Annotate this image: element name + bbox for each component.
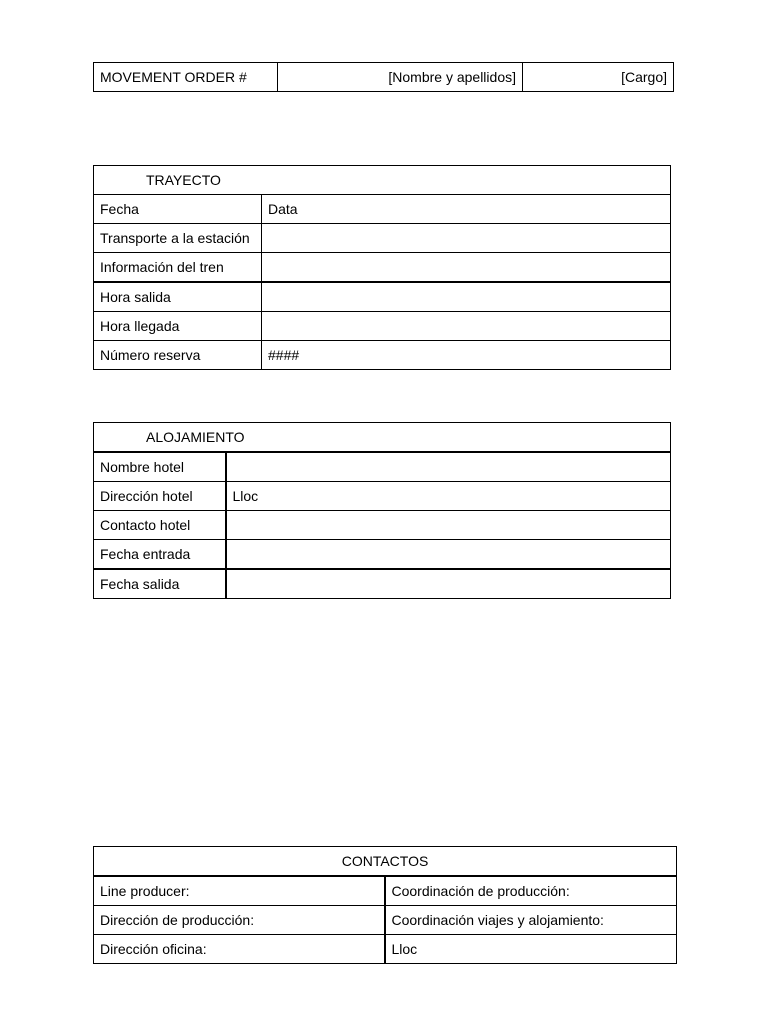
trayecto-tren-label: Información del tren <box>94 253 262 283</box>
alojamiento-entrada-value[interactable] <box>226 540 671 570</box>
alojamiento-salida-value[interactable] <box>226 569 671 599</box>
contactos-coordinacion-produccion[interactable]: Coordinación de producción: <box>385 876 677 906</box>
alojamiento-direccion-label: Dirección hotel <box>94 482 226 511</box>
contactos-title: CONTACTOS <box>94 847 677 877</box>
alojamiento-title: ALOJAMIENTO <box>94 423 671 453</box>
trayecto-tren-value[interactable] <box>262 253 671 283</box>
contactos-lloc[interactable]: Lloc <box>385 935 677 964</box>
alojamiento-table <box>93 422 671 599</box>
trayecto-transporte-value[interactable] <box>262 224 671 253</box>
alojamiento-entrada-label: Fecha entrada <box>94 540 226 570</box>
trayecto-fecha-value[interactable]: Data <box>262 195 671 224</box>
contactos-coordinacion-viajes[interactable]: Coordinación viajes y alojamiento: <box>385 906 677 935</box>
trayecto-llegada-label: Hora llegada <box>94 312 262 341</box>
alojamiento-salida-label: Fecha salida <box>94 569 226 599</box>
alojamiento-direccion-value[interactable]: Lloc <box>226 482 671 511</box>
contactos-table <box>93 846 677 964</box>
trayecto-llegada-value[interactable] <box>262 312 671 341</box>
trayecto-transporte-label: Transporte a la estación <box>94 224 262 253</box>
trayecto-fecha-label: Fecha <box>94 195 262 224</box>
trayecto-reserva-label: Número reserva <box>94 341 262 370</box>
alojamiento-contacto-label: Contacto hotel <box>94 511 226 540</box>
movement-order-header <box>93 62 674 92</box>
alojamiento-nombre-value[interactable] <box>226 452 671 482</box>
movement-order-label[interactable]: MOVEMENT ORDER # <box>94 63 278 92</box>
contactos-direccion-produccion[interactable]: Dirección de producción: <box>94 906 385 935</box>
trayecto-reserva-value[interactable]: #### <box>262 341 671 370</box>
trayecto-title: TRAYECTO <box>94 166 671 195</box>
cargo-field[interactable]: [Cargo] <box>523 63 674 92</box>
trayecto-salida-label: Hora salida <box>94 282 262 312</box>
alojamiento-contacto-value[interactable] <box>226 511 671 540</box>
contactos-line-producer[interactable]: Line producer: <box>94 876 385 906</box>
contactos-direccion-oficina[interactable]: Dirección oficina: <box>94 935 385 964</box>
trayecto-table <box>93 165 671 370</box>
alojamiento-nombre-label: Nombre hotel <box>94 452 226 482</box>
trayecto-salida-value[interactable] <box>262 282 671 312</box>
nombre-field[interactable]: [Nombre y apellidos] <box>278 63 523 92</box>
